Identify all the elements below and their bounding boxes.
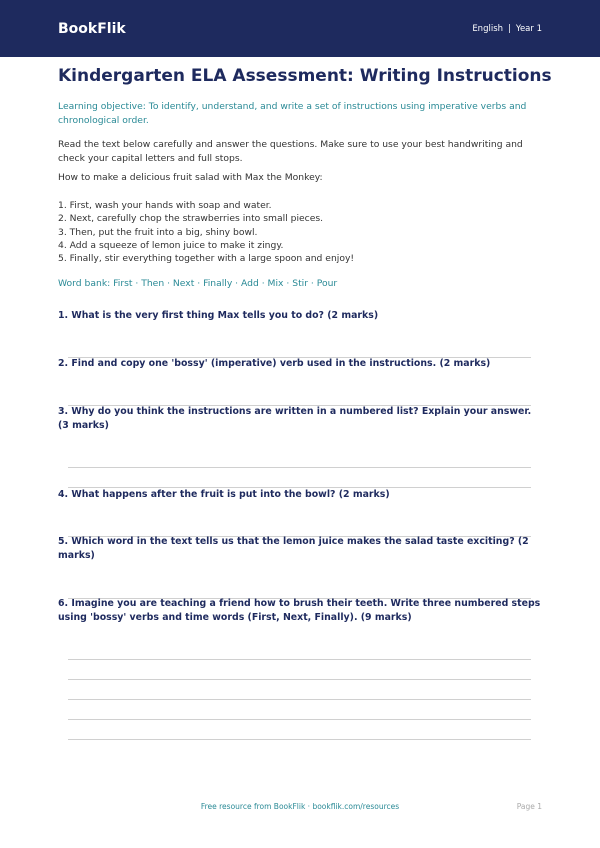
question-6: 6. Imagine you are teaching a friend how to brush their teeth. Write three numbered steps using 'bossy' verbs and time words (First, Next, Finally). (9 marks) — [58, 598, 541, 623]
list-item: 4. Add a squeeze of lemon juice to make it zingy. — [58, 239, 284, 251]
brand-logo[interactable]: BookFlik — [58, 20, 126, 37]
steps-list — [58, 199, 354, 265]
learning-objective: Learning objective: To identify, understand, and write a set of instructions using imperative verbs and chronological order. — [58, 101, 527, 126]
header-meta — [472, 24, 542, 34]
subject-label: English — [472, 23, 504, 34]
instructions-intro: Read the text below carefully and answer the questions. Make sure to use your best handwriting and check your capital letters and full stops. — [58, 139, 523, 164]
page-number: Page 1 — [516, 802, 542, 811]
footer-link[interactable]: Free resource from BookFlik · bookflik.com/resources — [200, 802, 400, 811]
list-item: 2. Next, carefully chop the strawberries into small pieces. — [58, 213, 324, 225]
text-title: How to make a delicious fruit salad with Max the Monkey: — [58, 172, 323, 183]
list-item: 5. Finally, stir everything together with a large spoon and enjoy! — [58, 253, 355, 265]
year-label: Year 1 — [515, 23, 542, 34]
meta-separator: | — [508, 23, 511, 34]
answer-line[interactable] — [68, 679, 531, 680]
question-1: 1. What is the very first thing Max tells you to do? (2 marks) — [58, 310, 379, 321]
list-item: 3. Then, put the fruit into a big, shiny bowl. — [58, 226, 258, 238]
answer-line[interactable] — [68, 467, 531, 468]
question-5: 5. Which word in the text tells us that the lemon juice makes the salad taste exciting? (2 marks) — [58, 536, 529, 561]
question-3: 3. Why do you think the instructions are written in a numbered list? Explain your answer. (3 marks) — [58, 406, 532, 431]
answer-line[interactable] — [68, 739, 531, 740]
answer-line[interactable] — [68, 699, 531, 700]
answer-line[interactable] — [68, 719, 531, 720]
question-2: 2. Find and copy one 'bossy' (imperative) verb used in the instructions. (2 marks) — [58, 358, 491, 369]
list-item: 1. First, wash your hands with soap and water. — [58, 200, 272, 211]
word-bank: Word bank: First · Then · Next · Finally · Add · Mix · Stir · Pour — [58, 278, 338, 289]
answer-line[interactable] — [68, 659, 531, 660]
page-header — [0, 0, 600, 57]
question-4: 4. What happens after the fruit is put into the bowl? (2 marks) — [58, 489, 390, 500]
page-title: Kindergarten ELA Assessment: Writing Instructions — [58, 66, 552, 86]
